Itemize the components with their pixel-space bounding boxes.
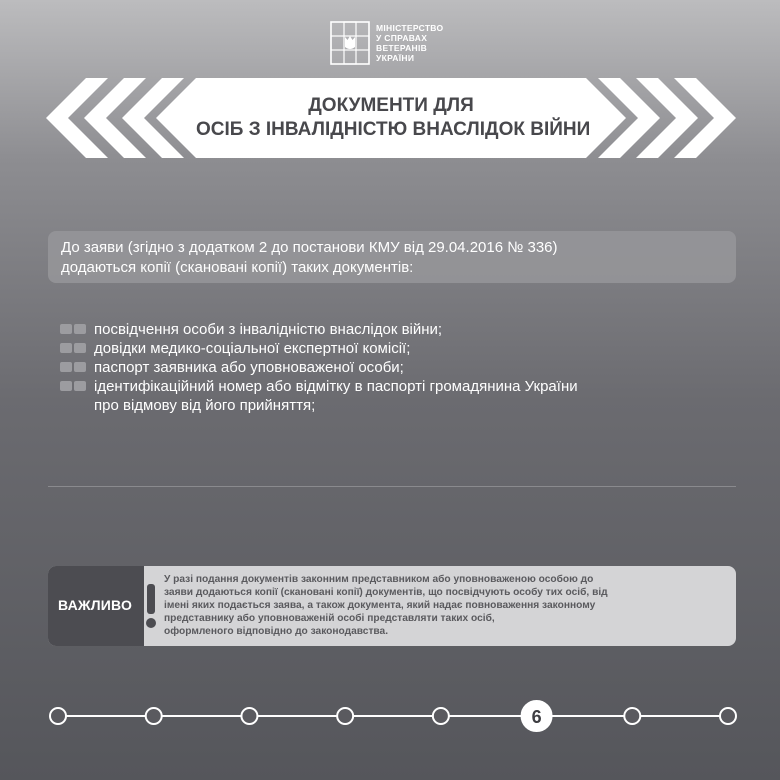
logo-line: МІНІСТЕРСТВО [376, 23, 444, 33]
page-dot[interactable] [241, 708, 257, 724]
ministry-name [376, 23, 443, 63]
important-line: імені яких подається заява, а також документа, який надає повноваження законному [164, 600, 596, 611]
list-item [60, 320, 740, 339]
exclamation-icon [144, 580, 158, 632]
page-dot[interactable] [433, 708, 449, 724]
list-item [60, 377, 740, 415]
important-line: представнику або уповноваженій особі представляти таких осіб, [164, 613, 495, 624]
page-progress [0, 690, 780, 750]
bullet-icon [60, 362, 86, 372]
intro-line: додаються копії (скановані копії) таких документів: [61, 259, 414, 276]
logo-line: УКРАЇНИ [376, 53, 415, 63]
page-dot[interactable] [50, 708, 66, 724]
list-item-text: ідентифікаційний номер або відмітку в паспорті громадянина України [94, 378, 578, 395]
list-item-text: посвідчення особи з інвалідністю внаслідок війни; [94, 321, 443, 338]
list-item [60, 358, 740, 377]
title-line: ОСІБ З ІНВАЛІДНІСТЮ ВНАСЛІДОК ВІЙНИ [196, 119, 591, 140]
list-item [60, 339, 740, 358]
important-text [164, 573, 729, 638]
divider [48, 486, 736, 487]
list-item-text: паспорт заявника або уповноваженої особи; [94, 359, 404, 376]
important-notice [48, 566, 736, 646]
page-dot[interactable] [624, 708, 640, 724]
bullet-icon [60, 324, 86, 334]
documents-list [60, 320, 740, 415]
title-banner [46, 78, 736, 158]
bullet-icon [60, 343, 86, 353]
page-dot[interactable] [720, 708, 736, 724]
intro-box [48, 231, 736, 283]
page-dot[interactable] [337, 708, 353, 724]
intro-line: До заяви (згідно з додатком 2 до постанови КМУ від 29.04.2016 № 336) [61, 239, 558, 256]
important-line: заяви додаються копії (скановані копії) документів, що посвідчують особу тих осіб, від [164, 587, 608, 598]
ministry-logo [330, 18, 470, 68]
list-item-text: довідки медико-соціальної експертної комісії; [94, 340, 411, 357]
bullet-icon [60, 381, 86, 391]
logo-line: ВЕТЕРАНІВ [376, 43, 428, 53]
important-label: ВАЖЛИВО [58, 597, 133, 613]
important-line: У разі подання документів законним представником або уповноваженою особою до [164, 574, 594, 585]
logo-line: У СПРАВАХ [376, 33, 428, 43]
title-line: ДОКУМЕНТИ ДЛЯ [308, 95, 474, 116]
list-item-text: про відмову від його прийняття; [94, 397, 316, 414]
page-number: 6 [531, 707, 542, 727]
trident-emblem-icon [330, 21, 370, 65]
page-title [196, 94, 591, 142]
important-line: оформленого відповідно до законодавства. [164, 626, 389, 637]
important-label-box [48, 566, 144, 646]
page-dot[interactable] [146, 708, 162, 724]
